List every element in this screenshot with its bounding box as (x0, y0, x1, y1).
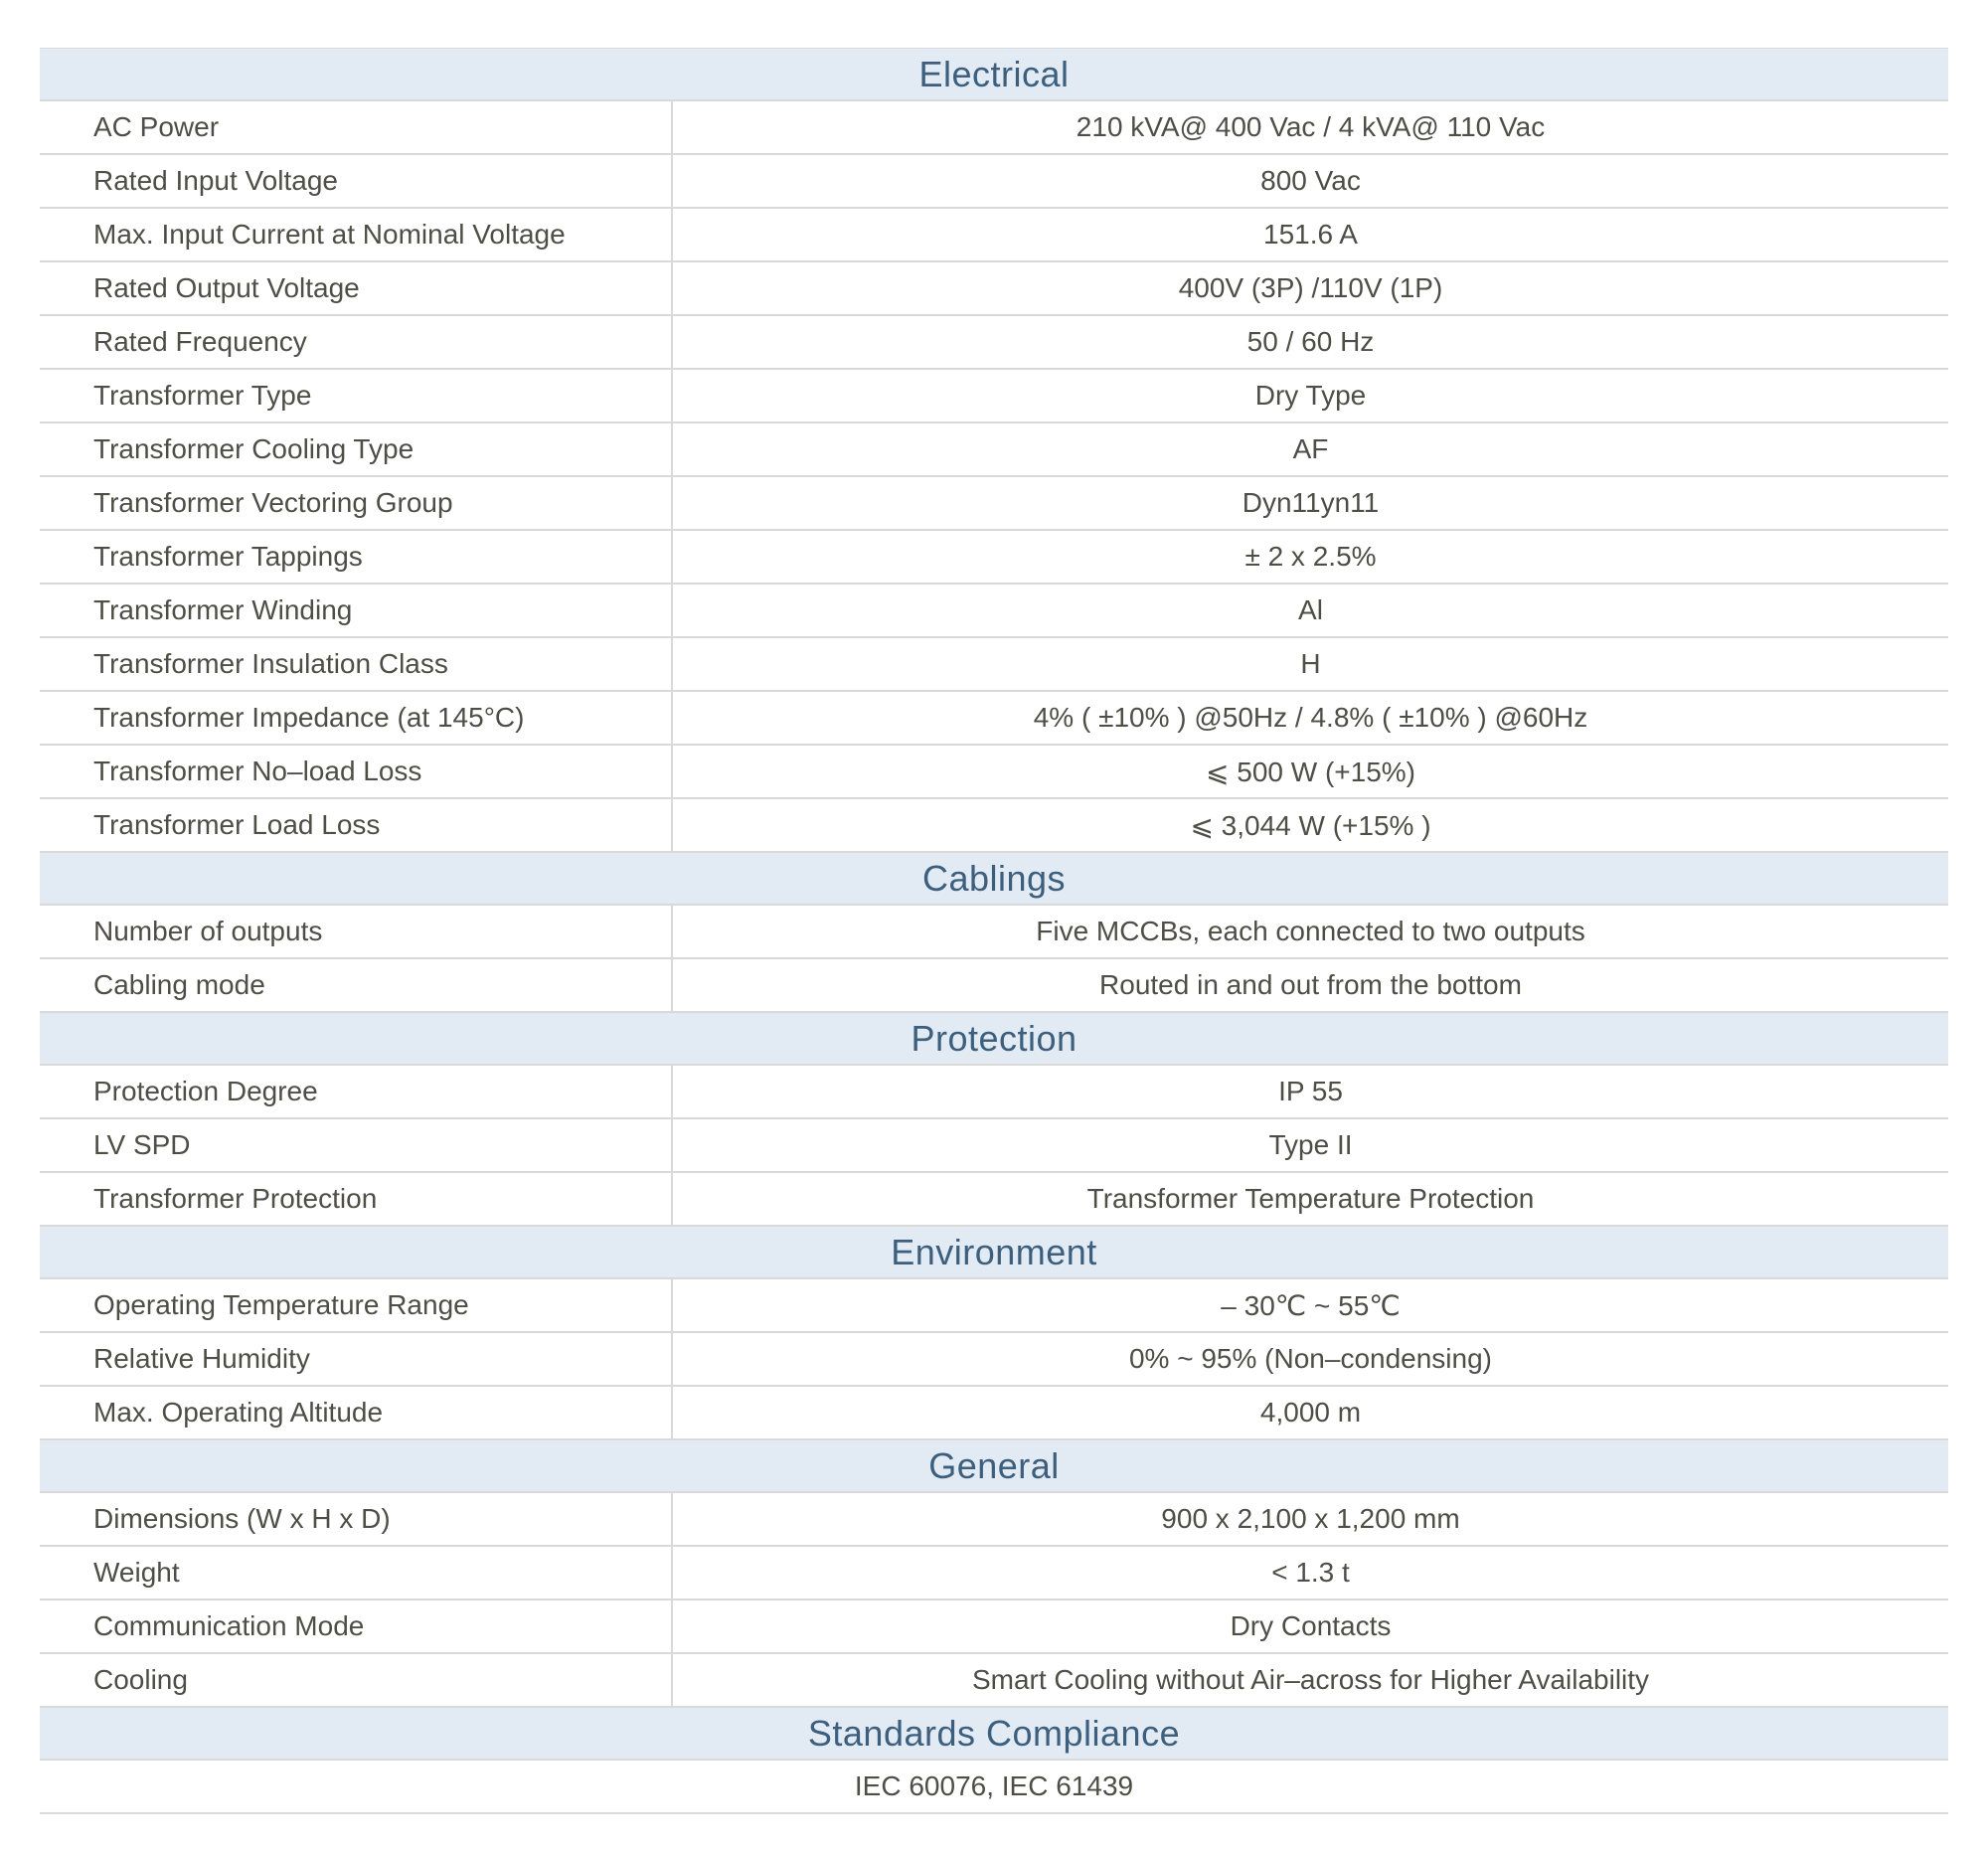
spec-label: Transformer Winding (40, 585, 673, 636)
spec-value: 50 / 60 Hz (1246, 326, 1375, 357)
spec-value: – 30℃ ~ 55℃ (1221, 1289, 1401, 1321)
spec-value: Smart Cooling without Air–across for Higher Availability (971, 1664, 1650, 1695)
spec-value: Five MCCBs, each connected to two outputs (1036, 916, 1585, 946)
spec-row (40, 1333, 1948, 1387)
spec-row (40, 477, 1948, 531)
spec-row (40, 531, 1948, 585)
spec-label: Transformer Protection (40, 1173, 673, 1225)
spec-value: 400V (3P) /110V (1P) (1178, 272, 1443, 303)
spec-row (40, 959, 1948, 1013)
spec-row (40, 1066, 1948, 1119)
spec-row (40, 1119, 1948, 1173)
spec-row (40, 155, 1948, 209)
spec-row (40, 1279, 1948, 1333)
spec-label: Rated Output Voltage (40, 262, 673, 314)
spec-value: 800 Vac (1260, 165, 1361, 196)
spec-label: Operating Temperature Range (40, 1279, 673, 1331)
spec-row (40, 1173, 1948, 1227)
spec-value: 0% ~ 95% (Non–condensing) (1128, 1343, 1492, 1374)
spec-label: Max. Operating Altitude (40, 1387, 673, 1438)
spec-row (40, 799, 1948, 853)
spec-label: Communication Mode (40, 1600, 673, 1652)
spec-value: Dry Contacts (1230, 1610, 1392, 1641)
spec-value: IEC 60076, IEC 61439 (854, 1770, 1134, 1801)
spec-label: Weight (40, 1547, 673, 1599)
spec-label: LV SPD (40, 1119, 673, 1171)
spec-row (40, 906, 1948, 959)
spec-value: 210 kVA@ 400 Vac / 4 kVA@ 110 Vac (1076, 111, 1546, 142)
section-title: Environment (891, 1231, 1097, 1272)
spec-row (40, 262, 1948, 316)
section-title: Electrical (918, 53, 1070, 94)
spec-row (40, 209, 1948, 262)
spec-value: 151.6 A (1263, 219, 1358, 250)
spec-label: Transformer Impedance (at 145°C) (40, 692, 673, 744)
spec-label: Rated Frequency (40, 316, 673, 368)
spec-row (40, 1493, 1948, 1547)
spec-row (40, 585, 1948, 638)
spec-value: Routed in and out from the bottom (1099, 969, 1522, 1000)
spec-row (40, 316, 1948, 370)
spec-row (40, 1387, 1948, 1440)
spec-value: 900 x 2,100 x 1,200 mm (1161, 1503, 1460, 1534)
spec-label: Cooling (40, 1654, 673, 1706)
spec-label: Dimensions (W x H x D) (40, 1493, 673, 1545)
spec-row (40, 423, 1948, 477)
spec-value: 4% ( ±10% ) @50Hz / 4.8% ( ±10% ) @60Hz (1033, 702, 1588, 733)
spec-row (40, 692, 1948, 746)
spec-value: IP 55 (1278, 1076, 1343, 1106)
spec-row (40, 370, 1948, 423)
spec-label: Number of outputs (40, 906, 673, 957)
spec-value: < 1.3 t (1271, 1557, 1350, 1588)
spec-value: Transformer Temperature Protection (1086, 1183, 1535, 1214)
spec-label: Cabling mode (40, 959, 673, 1011)
spec-label: Transformer Tappings (40, 531, 673, 583)
section-header (40, 49, 1948, 101)
section-header (40, 1013, 1948, 1066)
section-title: Standards Compliance (807, 1712, 1181, 1754)
spec-label: Transformer Type (40, 370, 673, 421)
spec-label: Transformer Vectoring Group (40, 477, 673, 529)
section-header (40, 853, 1948, 906)
spec-label: Protection Degree (40, 1066, 673, 1117)
spec-value: Dyn11yn11 (1242, 487, 1380, 518)
section-header (40, 1227, 1948, 1279)
spec-value: ⩽ 3,044 W (+15% ) (1190, 809, 1431, 841)
spec-row (40, 1761, 1948, 1814)
spec-label: Rated Input Voltage (40, 155, 673, 207)
spec-value: AF (1292, 433, 1329, 464)
spec-label: AC Power (40, 101, 673, 153)
spec-value: 4,000 m (1259, 1397, 1362, 1428)
spec-value: ± 2 x 2.5% (1244, 541, 1377, 572)
spec-label: Max. Input Current at Nominal Voltage (40, 209, 673, 260)
spec-value: Type II (1268, 1129, 1353, 1160)
section-title: Cablings (921, 857, 1067, 899)
spec-value: ⩽ 500 W (+15%) (1206, 756, 1415, 787)
section-header (40, 1708, 1948, 1761)
spec-row (40, 101, 1948, 155)
section-title: Protection (911, 1017, 1077, 1059)
spec-value: H (1300, 648, 1321, 679)
spec-row (40, 1547, 1948, 1600)
spec-row (40, 1654, 1948, 1708)
spec-table (40, 48, 1948, 1814)
spec-value: Dry Type (1254, 380, 1367, 411)
spec-label: Transformer Load Loss (40, 799, 673, 851)
section-header (40, 1440, 1948, 1493)
spec-row (40, 746, 1948, 799)
spec-value: Al (1298, 594, 1323, 625)
spec-label: Transformer Cooling Type (40, 423, 673, 475)
spec-label: Transformer No–load Loss (40, 746, 673, 797)
spec-row (40, 638, 1948, 692)
section-title: General (928, 1444, 1060, 1486)
spec-row (40, 1600, 1948, 1654)
spec-label: Transformer Insulation Class (40, 638, 673, 690)
spec-label: Relative Humidity (40, 1333, 673, 1385)
